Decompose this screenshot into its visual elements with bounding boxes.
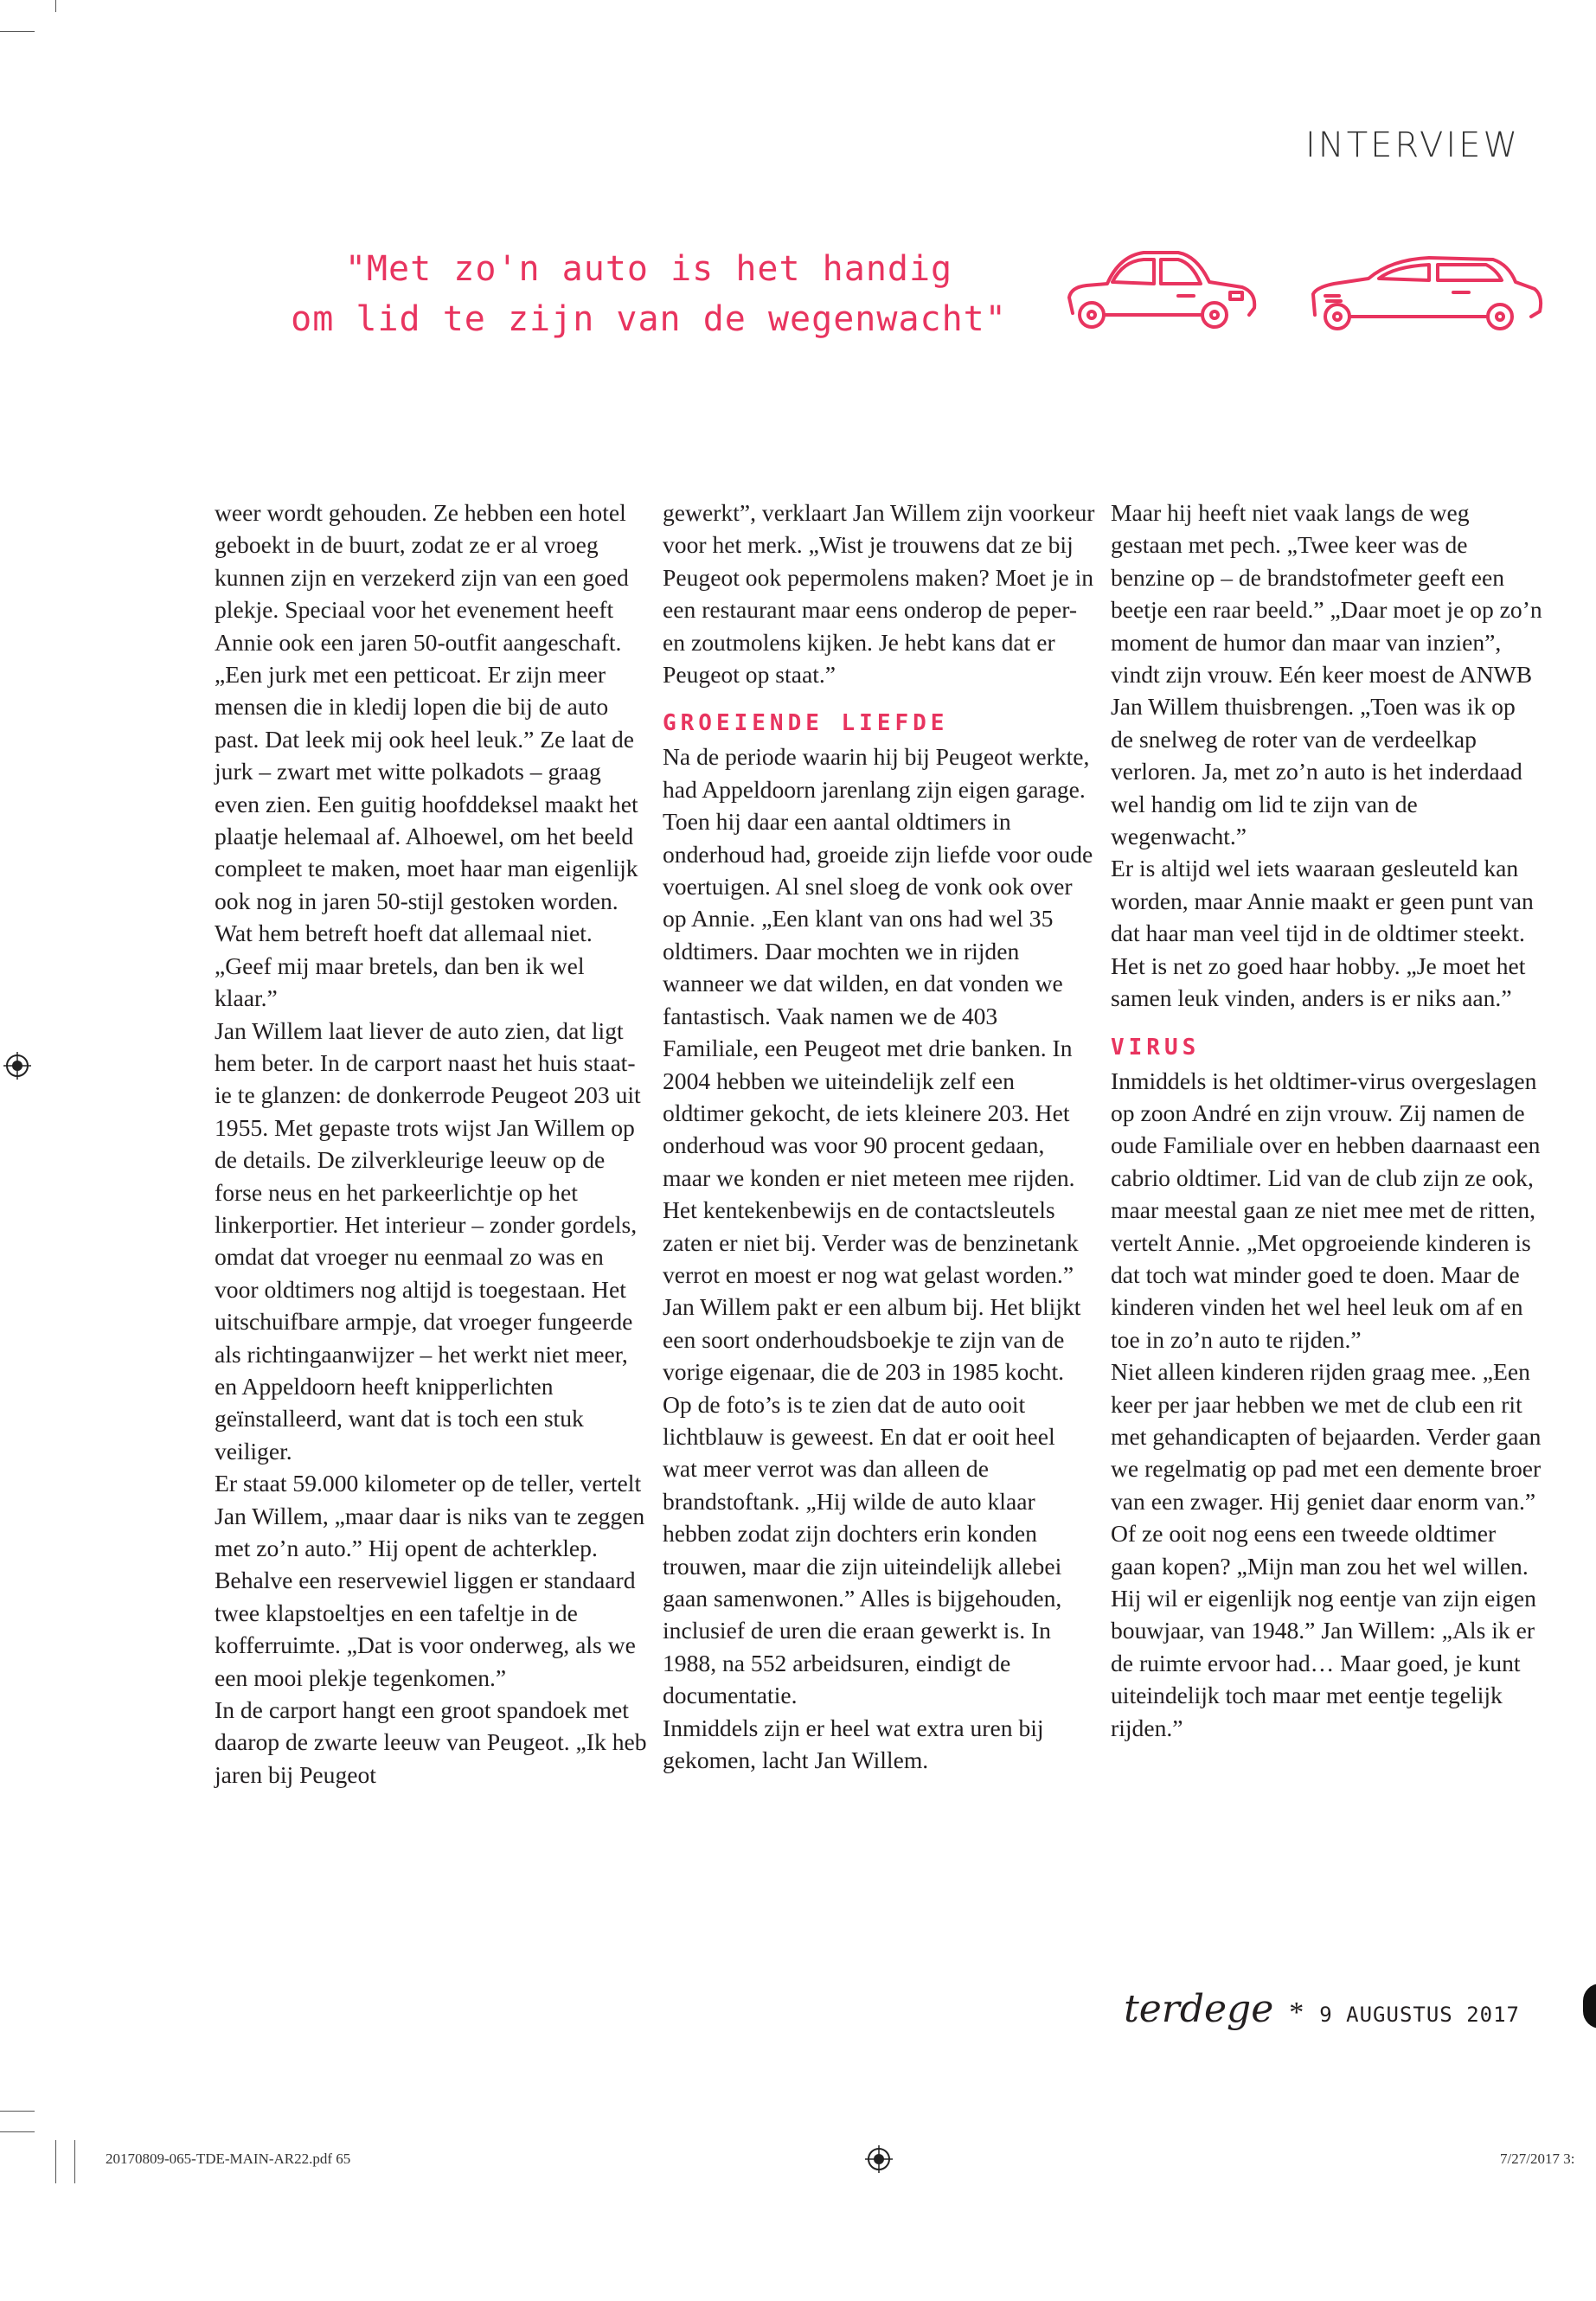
paragraph: Niet alleen kinderen rijden graag mee. „Een keer per jaar hebben we met de club een rit met gehandicapten of bejaarden. Verder gaan we regelmatig op pad met een demente broer van een zwager. Hij geniet daar enorm van.” <box>1111 1358 1542 1515</box>
section-label: INTERVIEW <box>1304 125 1520 165</box>
pull-quote <box>260 244 1038 344</box>
pull-quote-line: "Met zo'n auto is het handig <box>344 249 953 289</box>
car-icon <box>1313 258 1541 329</box>
paragraph: In de carport hangt een groot spandoek met daarop de zwarte leeuw van Peugeot. „Ik heb jaren bij Peugeot <box>215 1696 647 1788</box>
paragraph: Jan Willem pakt er een album bij. Het blijkt een soort onderhoudsboekje te zijn van de vorige eigenaar, die de 203 in 1985 kocht. Op de foto’s is te zien dat de auto ooit lichtblauw is geweest. En dat er ooit heel wat meer verrot was dan alleen de brandstoftank. „Hij wilde de auto klaar hebben zodat zijn dochters erin konden trouwen, maar die zijn uiteindelijk allebei gaan samenwonen.” Alles is bijgehouden, inclusief de uren die eraan gewerkt is. In 1988, na 552 arbeidsuren, eindigt de documentatie. <box>663 1293 1081 1709</box>
pull-quote-line: om lid te zijn van de wegenwacht" <box>291 299 1007 339</box>
paragraph: Maar hij heeft niet vaak langs de weg gestaan met pech. „Twee keer was de benzine op – de brandstofmeter geeft een beetje een raar beeld.” „Daar moet je op zo’n moment de humor dan maar van inzien”, vindt zijn vrouw. Eén keer moest de ANWB Jan Willem thuisbrengen. „Toen was ik op de snelweg de roter van de verdeelkap verloren. Ja, met zo’n auto is het inderdaad wel handig om lid te zijn van de wegenwacht.” <box>1111 499 1542 850</box>
paragraph: Of ze ooit nog eens een tweede oldtimer gaan kopen? „Mijn man zou het wel willen. Hij wil er eigenlijk nog eentje van zijn eigen bouwjaar, van 1948.” Jan Willem: „Als ik er de ruimte ervoor had… Maar goed, je kunt uiteindelijk toch maar met eentje tegelijk rijden.” <box>1111 1520 1536 1741</box>
paragraph: Na de periode waarin hij bij Peugeot werkte, had Appeldoorn jarenlang zijn eigen garage. Toen hij daar een aantal oldtimers in onderhoud had, groeide zijn liefde voor oude voertuigen. Al snel sloeg de vonk ook over op Annie. „Een klant van ons had wel 35 oldtimers. Daar mochten we in rijden wanneer we dat wilden, en dat vonden we fantastisch. Vaak namen we de 403 Familiale, een Peugeot met drie banken. In 2004 hebben we uiteindelijk zelf een oldtimer gekocht, de iets kleinere 203. Het onderhoud was voor 90 procent gedaan, maar we konden er niet meteen mee rijden. Het kentekenbewijs en de contactsleutels zaten er niet bij. Verder was de benzinetank verrot en moest er nog wat gelast worden.” <box>663 743 1093 1288</box>
paragraph: Inmiddels is het oldtimer-virus overgeslagen op zoon André en zijn vrouw. Zij namen de oude Familiale over en hebben daarnaast een cabrio oldtimer. Lid van de club zijn ze ook, maar meestal gaan ze niet mee met de ritten, vertelt Annie. „Met opgroeiende kinderen is dat toch wat minder goed te doen. Maar de kinderen vinden het wel heel leuk om af en toe in zo’n auto te rijden.” <box>1111 1067 1541 1353</box>
paragraph: Inmiddels zijn er heel wat extra uren bij gekomen, lacht Jan Willem. <box>663 1714 1044 1774</box>
issue-date: 9 AUGUSTUS 2017 <box>1319 2003 1520 2027</box>
crop-mark <box>55 2140 56 2183</box>
article-column-2 <box>663 497 1095 1776</box>
paragraph: weer wordt gehouden. Ze hebben een hotel geboekt in de buurt, zodat ze er al vroeg kunnen zijn en verzekerd zijn van een goed plekje. Speciaal voor het evenement heeft Annie ook een jaren 50-outfit aangeschaft. „Een jurk met een petticoat. Er zijn meer mensen die in kledij lopen die bij de auto past. Dat leek mij ook heel leuk.” Ze laat de jurk – zwart met witte polkadots – graag even zien. Een guitig hoofddeksel maakt het plaatje helemaal af. Alhoewel, om het beeld compleet te maken, moet haar man eigenlijk ook nog in jaren 50-stijl gestoken worden. Wat hem betreft hoeft dat allemaal niet. „Geef mij maar bretels, dan ben ik wel klaar.” <box>215 499 638 1012</box>
subheading: VIRUS <box>1111 1034 1201 1061</box>
crop-mark <box>55 0 56 12</box>
article-column-1 <box>215 497 647 1791</box>
paragraph: Jan Willem laat liever de auto zien, dat ligt hem beter. In de carport naast het huis staat-ie te glanzen: de donkerrode Peugeot 203 uit 1955. Met gepaste trots wijst Jan Willem op de details. De zilverkleurige leeuw op de forse neus en het parkeerlichtje op het linkerportier. Het interieur – zonder gordels, omdat dat vroeger nu eenmaal zo was en voor oldtimers nog altijd is toegestaan. Het uitschuifbare armpje, dat vroeger fungeerde als richtingaanwijzer – het werkt niet meer, en Appeldoorn heeft knipperlichten geïnstalleerd, want dat is toch een stuk veiliger. <box>215 1016 641 1465</box>
crop-mark <box>74 2140 75 2183</box>
page-number-tab <box>1583 1984 1596 2029</box>
page-footer <box>1124 1987 1520 2031</box>
registration-mark-icon <box>3 1052 31 1080</box>
paragraph: Er is altijd wel iets waaraan gesleuteld kan worden, maar Annie maakt er geen punt van dat haar man veel tijd in de oldtimer steekt. Het is net zo goed haar hobby. „Je moet het samen leuk vinden, anders is er niks aan.” <box>1111 855 1534 1012</box>
star-icon: * <box>1289 1997 1304 2029</box>
article-column-3 <box>1111 497 1543 1744</box>
crop-mark <box>0 2131 35 2132</box>
subheading: GROEIENDE LIEFDE <box>663 710 949 737</box>
paragraph: Er staat 59.000 kilometer op de teller, vertelt Jan Willem, „maar daar is niks van te zeggen met zo’n auto.” Hij opent de achterklep. Behalve een reservewiel liggen er standaard twee klapstoeltjes en een tafeltje in de kofferruimte. „Dat is voor onderweg, als we een mooi plekje tegenkomen.” <box>215 1470 645 1691</box>
magazine-logo: terdege <box>1124 1987 1274 2031</box>
print-slug-filename: 20170809-065-TDE-MAIN-AR22.pdf 65 <box>106 2150 351 2167</box>
print-slug-timestamp: 7/27/2017 3: <box>1500 2150 1575 2167</box>
car-icon <box>1069 253 1254 327</box>
crop-mark <box>0 2111 35 2112</box>
paragraph: gewerkt”, verklaart Jan Willem zijn voorkeur voor het merk. „Wist je trouwens dat ze bij Peugeot ook pepermolens maken? Moet je in een restaurant maar eens onderop de peper- en zoutmolens kijken. Je hebt kans dat er Peugeot op staat.” <box>663 499 1095 689</box>
registration-mark-icon <box>865 2145 893 2173</box>
cars-illustration <box>1057 244 1548 339</box>
crop-mark <box>0 31 35 32</box>
